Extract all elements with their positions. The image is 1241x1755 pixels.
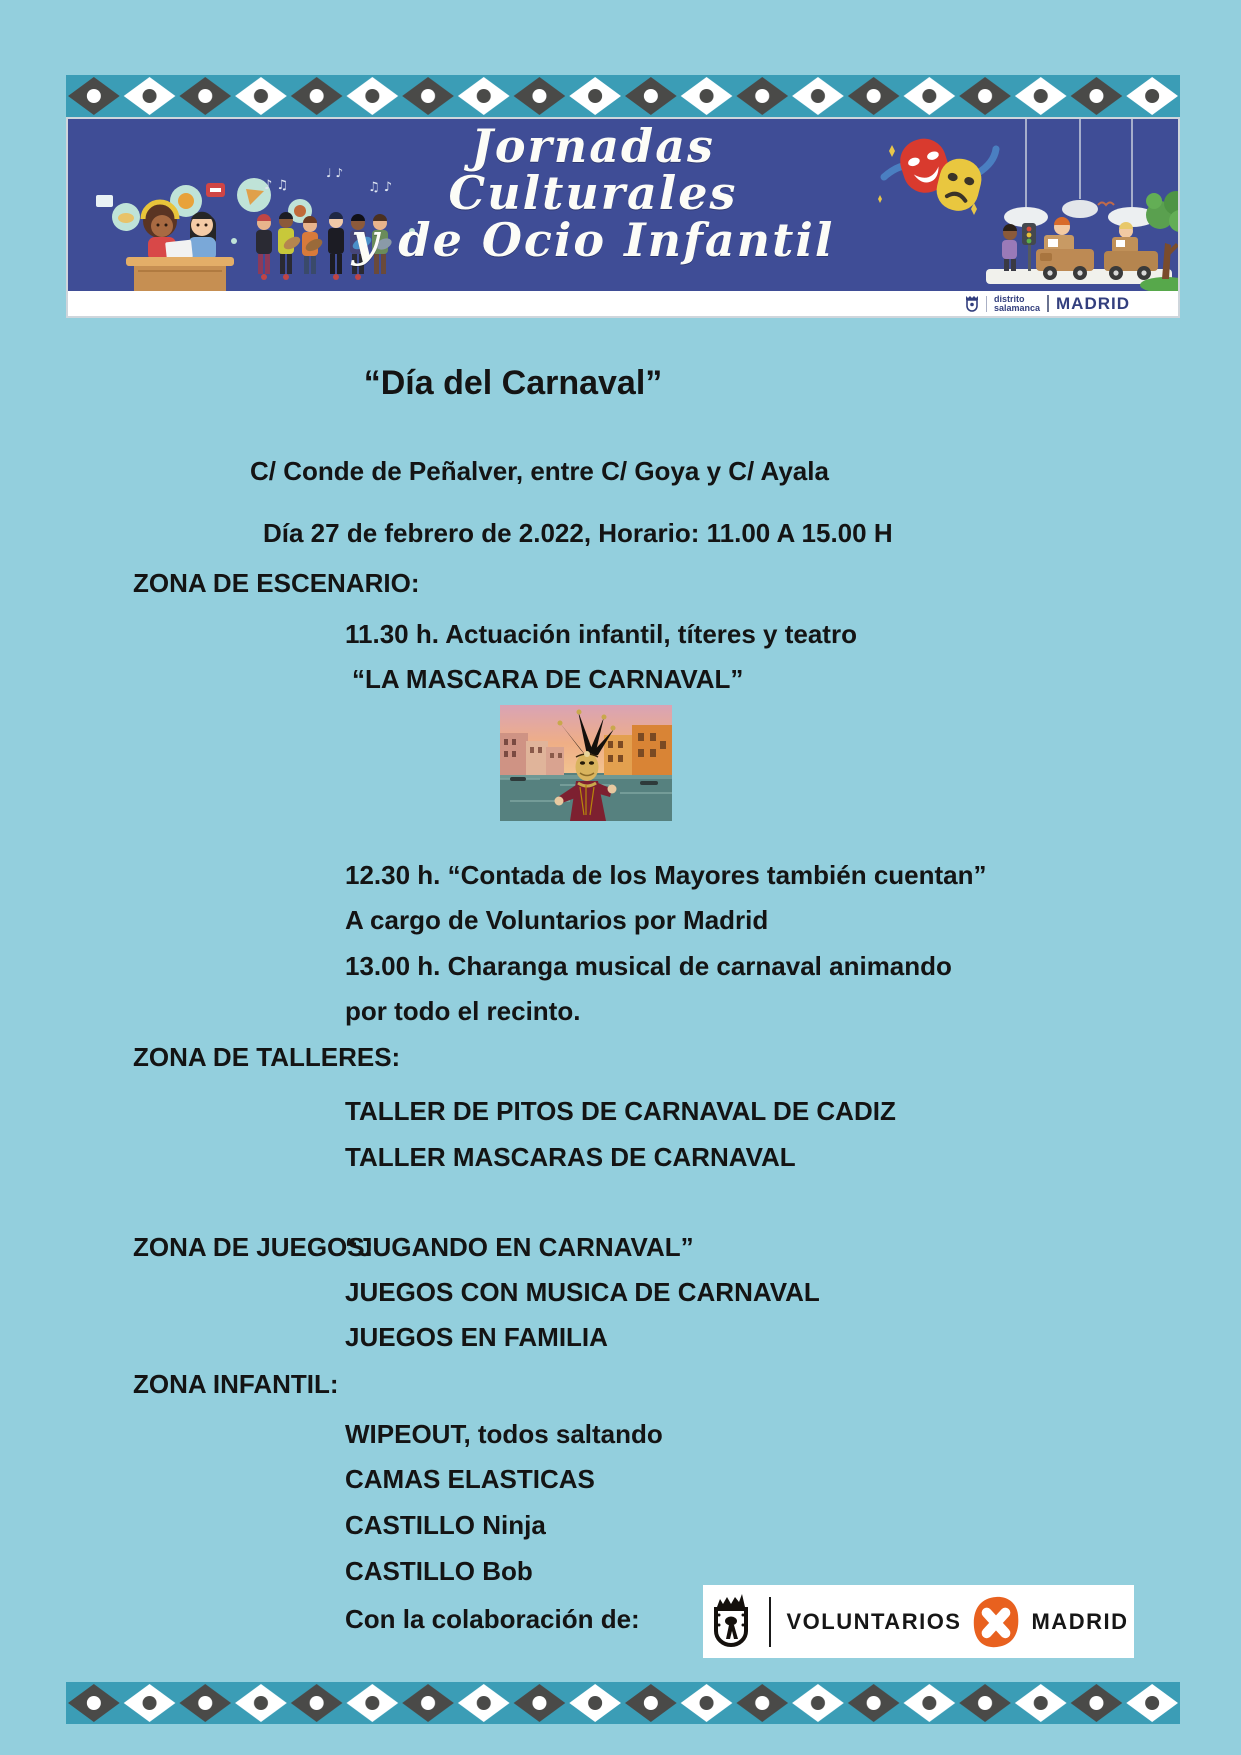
madrid-logo-wordmark: MADRID — [1031, 1608, 1129, 1634]
district-salamanca-logo — [965, 294, 1130, 314]
infantil-item-2: CAMAS ELASTICAS — [345, 1464, 595, 1494]
district-text — [994, 295, 1040, 313]
banner-title-line-1: Jornadas — [471, 119, 715, 173]
banner-title-line-2: Culturales — [448, 166, 738, 220]
talleres-item-1: TALLER DE PITOS DE CARNAVAL DE CADIZ — [345, 1096, 896, 1126]
diamond-pattern-top — [66, 75, 1180, 117]
banner — [66, 117, 1180, 318]
heading-zona-escenario: ZONA DE ESCENARIO: — [133, 568, 420, 598]
svg-text:♪ ♫: ♪ ♫ — [264, 178, 289, 193]
escenario-item-4: A cargo de Voluntarios por Madrid — [345, 905, 769, 935]
madrid-city-crest-icon — [709, 1593, 753, 1651]
banner-title-line-3: y de Ocio Infantil — [351, 213, 835, 267]
infantil-item-3: CASTILLO Ninja — [345, 1510, 546, 1540]
voluntarios-wordmark: VOLUNTARIOS — [786, 1608, 962, 1634]
theatre-masks-icon — [878, 133, 996, 215]
carnival-mask-photo-art — [500, 705, 672, 821]
svg-text:♩ ♪: ♩ ♪ — [326, 166, 344, 180]
heading-zona-infantil: ZONA INFANTIL: — [133, 1369, 339, 1399]
escenario-item-3: 12.30 h. “Contada de los Mayores también cuentan” — [345, 860, 987, 890]
district-line-1: distrito — [993, 293, 1025, 304]
talleres-item-2: TALLER MASCARAS DE CARNAVAL — [345, 1142, 796, 1172]
bottom-decorative-border — [66, 1682, 1180, 1724]
logo-divider-thin — [986, 296, 987, 312]
banner-title — [338, 119, 848, 267]
event-location: C/ Conde de Peñalver, entre C/ Goya y C/ Ayala — [250, 456, 829, 486]
escenario-item-1: 11.30 h. Actuación infantil, títeres y teatro — [345, 619, 857, 649]
kids-cars-illustration — [986, 119, 1178, 291]
diamond-pattern-bottom — [66, 1682, 1180, 1724]
madrid-wordmark: MADRID — [1056, 293, 1130, 313]
voluntarios-x-icon — [971, 1595, 1021, 1649]
escenario-item-2: “LA MASCARA DE CARNAVAL” — [352, 664, 744, 694]
svg-text:♫ ♪: ♫ ♪ — [368, 180, 393, 195]
logo-divider-thick — [1047, 295, 1049, 312]
infantil-item-4: CASTILLO Bob — [345, 1556, 533, 1586]
juegos-item-2: JUEGOS EN FAMILIA — [345, 1322, 608, 1352]
collaboration-label: Con la colaboración de: — [345, 1604, 640, 1634]
juegos-item-1: JUEGOS CON MUSICA DE CARNAVAL — [345, 1277, 820, 1307]
top-decorative-border — [66, 75, 1180, 117]
event-datetime: Día 27 de febrero de 2.022, Horario: 11.00 A 15.00 H — [263, 518, 893, 548]
madrid-crest-icon — [965, 295, 979, 312]
heading-zona-juegos: ZONA DE JUEGOS: — [133, 1232, 374, 1262]
banner-footer — [68, 291, 1178, 316]
logo-divider — [769, 1597, 771, 1647]
escenario-item-5: 13.00 h. Charanga musical de carnaval animando — [345, 951, 952, 981]
juegos-subtitle: “JUGANDO EN CARNAVAL” — [345, 1232, 694, 1262]
heading-zona-talleres: ZONA DE TALLERES: — [133, 1042, 401, 1072]
escenario-item-6: por todo el recinto. — [345, 996, 581, 1026]
event-title: “Día del Carnaval” — [363, 364, 663, 402]
zona-juegos-row — [133, 1232, 733, 1263]
carnival-mask-photo — [500, 705, 672, 821]
voluntarios-por-madrid-logo — [703, 1585, 1134, 1658]
banner-background — [68, 119, 1178, 291]
infantil-item-1: WIPEOUT, todos saltando — [345, 1419, 663, 1449]
district-line-2: salamanca — [993, 302, 1040, 313]
